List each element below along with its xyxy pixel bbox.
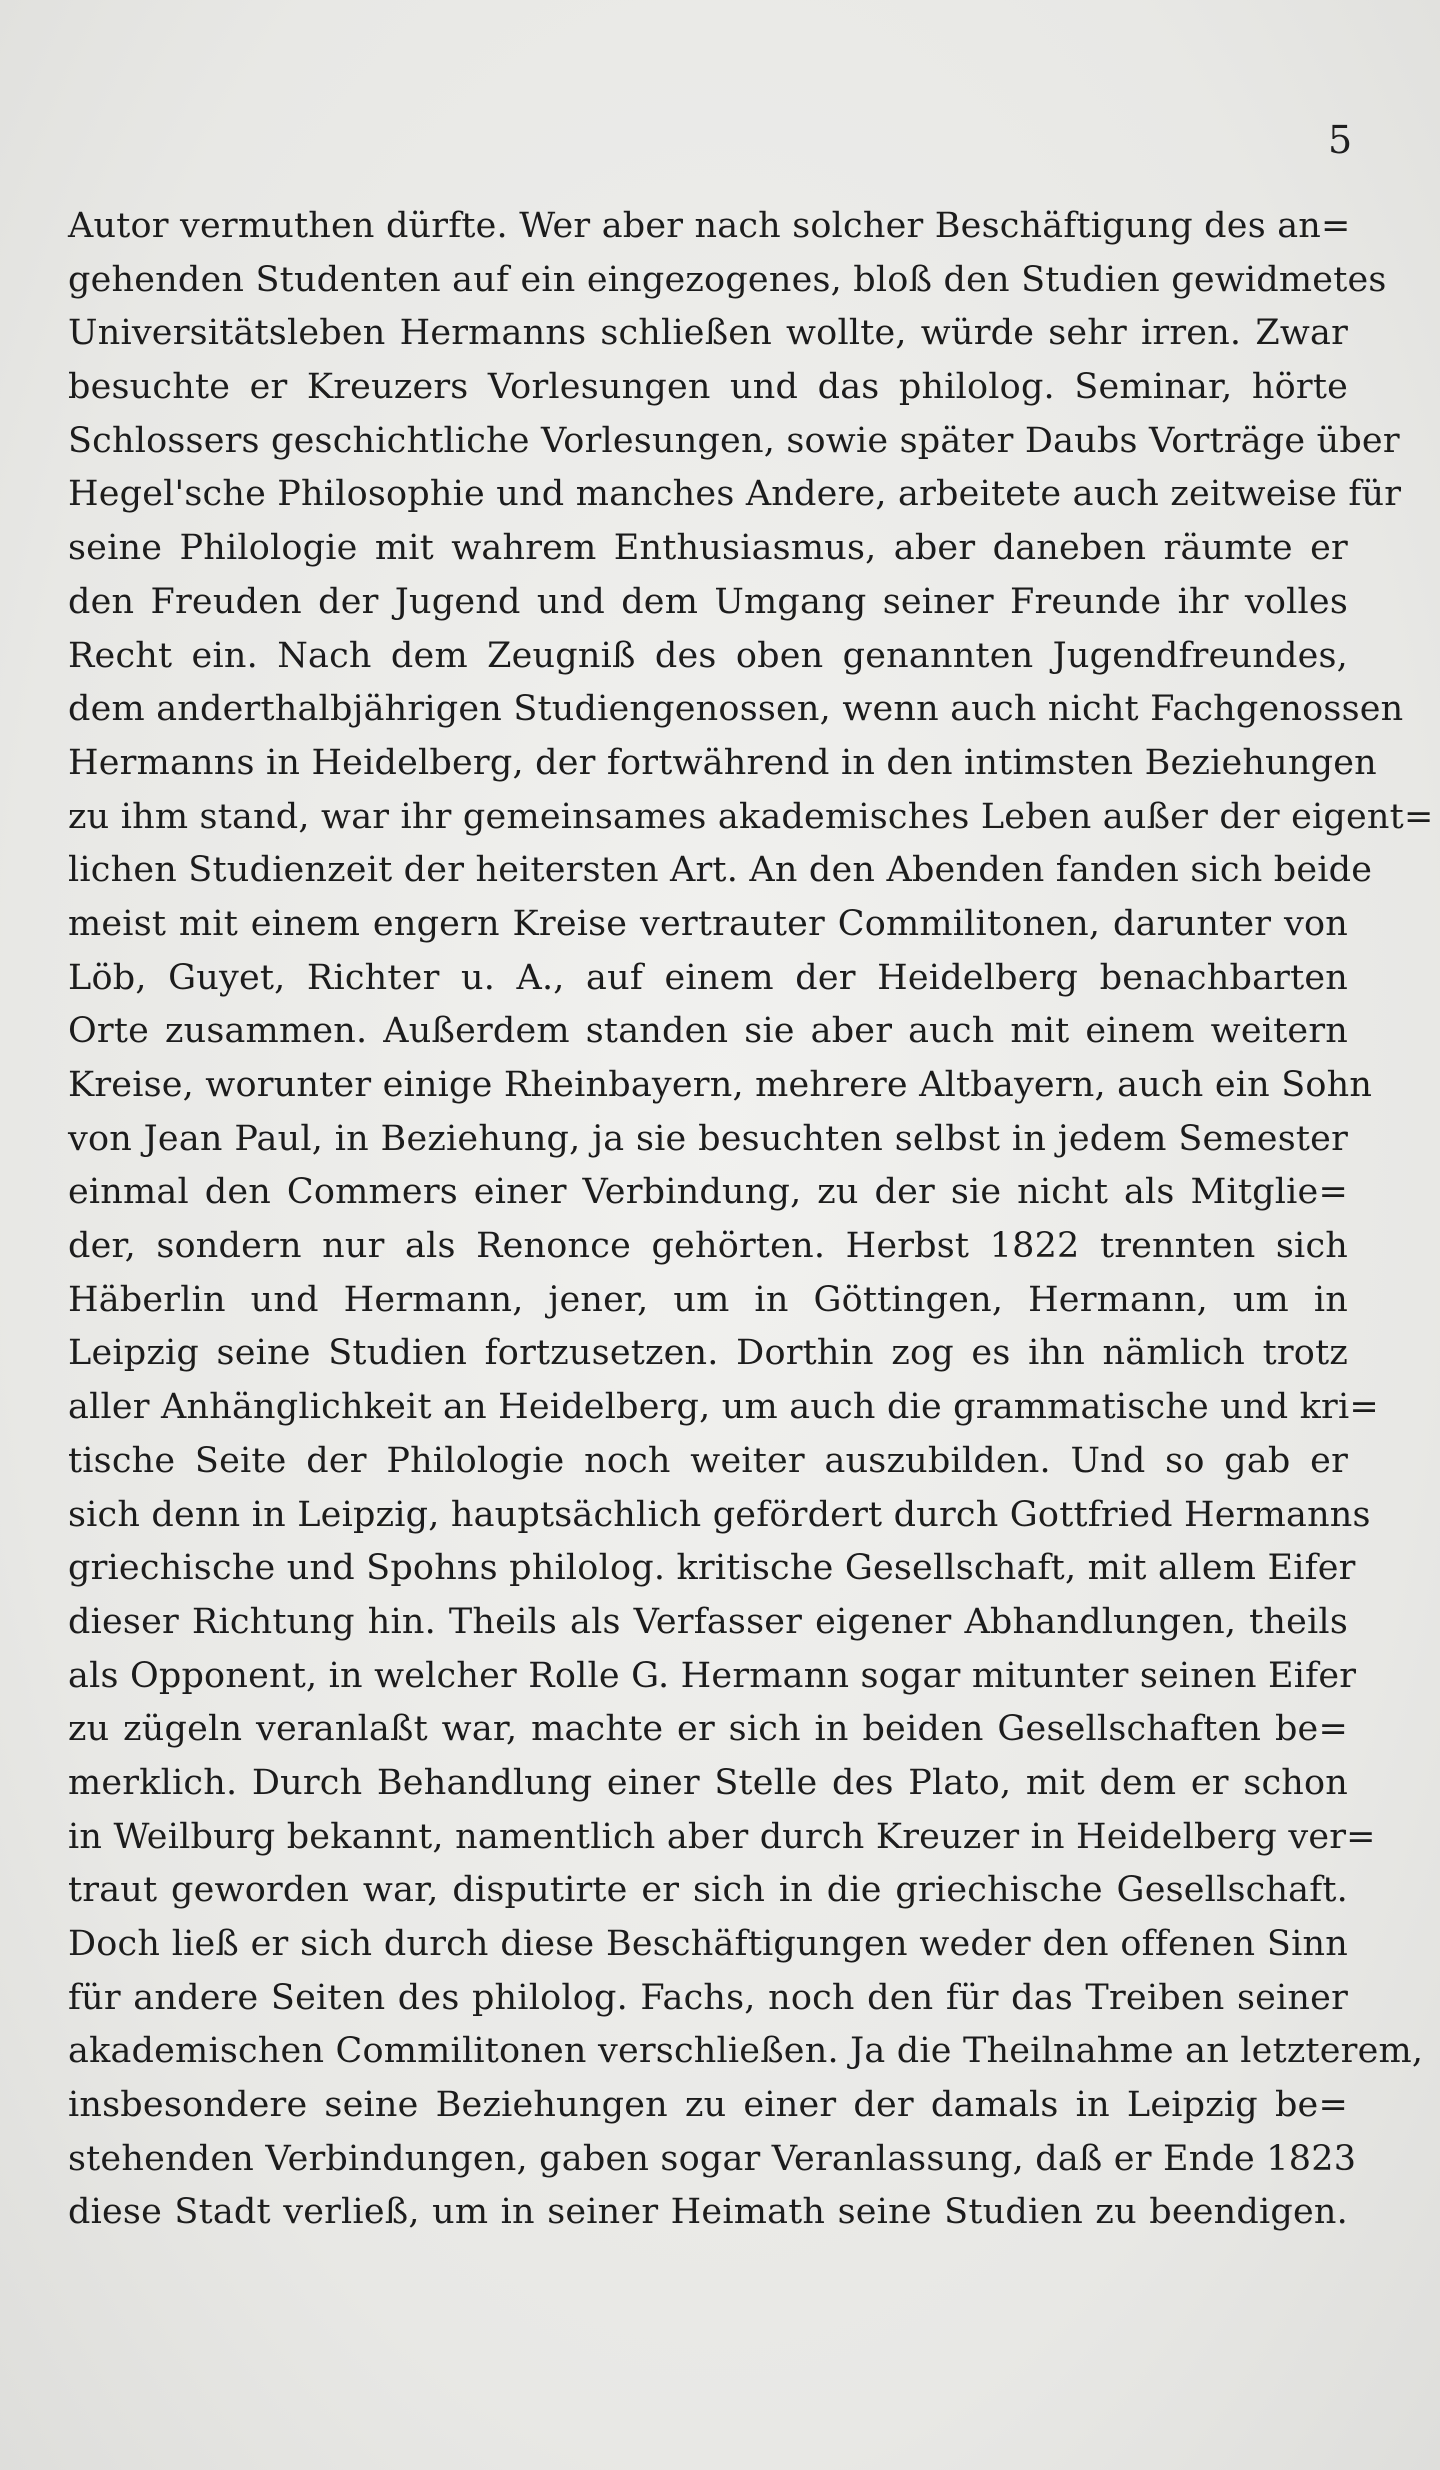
text-line: Leipzig seine Studien fortzusetzen. Dorthin zog es ihn nämlich trotz	[68, 1333, 1348, 1374]
text-line: Doch ließ er sich durch diese Beschäftigungen weder den offenen Sinn	[68, 1924, 1348, 1964]
text-line: griechische und Spohns philolog. kritische Gesellschaft, mit allem Eifer	[68, 1548, 1356, 1589]
text-line: seine Philologie mit wahrem Enthusiasmus, aber daneben räumte er	[68, 528, 1348, 569]
text-line: einmal den Commers einer Verbindung, zu der sie nicht als Mitglie=	[68, 1172, 1348, 1213]
text-line: aller Anhänglichkeit an Heidelberg, um auch die grammatische und kri=	[68, 1387, 1379, 1428]
text-line: stehenden Verbindungen, gaben sogar Veranlassung, daß er Ende 1823	[68, 2138, 1357, 2179]
text-line: Kreise, worunter einige Rheinbayern, mehrere Altbayern, auch ein Sohn	[68, 1065, 1373, 1105]
text-line: gehenden Studenten auf ein eingezogenes, bloß den Studien gewidmetes	[68, 259, 1387, 300]
text-line: Häberlin und Hermann, jener, um in Göttingen, Hermann, um in	[68, 1279, 1348, 1320]
text-line: Schlossers geschichtliche Vorlesungen, sowie später Daubs Vorträge über	[68, 420, 1400, 461]
text-line: diese Stadt verließ, um in seiner Heimath seine Studien zu beendigen.	[68, 2192, 1348, 2233]
text-line: besuchte er Kreuzers Vorlesungen und das philolog. Seminar, hörte	[68, 367, 1348, 408]
text-line: Löb, Guyet, Richter u. A., auf einem der Heidelberg benachbarten	[68, 957, 1348, 998]
text-line: Autor vermuthen dürfte. Wer aber nach solcher Beschäftigung des an=	[68, 206, 1351, 246]
text-line: meist mit einem engern Kreise vertrauter Commilitonen, darunter von	[68, 903, 1348, 944]
text-line: merklich. Durch Behandlung einer Stelle des Plato, mit dem er schon	[68, 1762, 1348, 1803]
text-line: für andere Seiten des philolog. Fachs, noch den für das Treiben seiner	[68, 1977, 1348, 2018]
text-line: dieser Richtung hin. Theils als Verfasser eigener Abhandlungen, theils	[68, 1601, 1348, 1642]
text-line: Hermanns in Heidelberg, der fortwährend in den intimsten Beziehungen	[68, 742, 1377, 783]
text-line: akademischen Commilitonen verschließen. Ja die Theilnahme an letzterem,	[68, 2031, 1424, 2072]
text-line: zu zügeln veranlaßt war, machte er sich in beiden Gesellschaften be=	[68, 1709, 1348, 1750]
text-line: dem anderthalbjährigen Studiengenossen, wenn auch nicht Fachgenossen	[68, 689, 1404, 730]
text-line: den Freuden der Jugend und dem Umgang seiner Freunde ihr volles	[68, 581, 1348, 622]
text-line: tische Seite der Philologie noch weiter auszubilden. Und so gab er	[68, 1440, 1348, 1481]
text-line: Universitätsleben Hermanns schließen wollte, würde sehr irren. Zwar	[68, 313, 1348, 354]
text-line: der, sondern nur als Renonce gehörten. Herbst 1822 trennten sich	[68, 1226, 1348, 1267]
text-line: insbesondere seine Beziehungen zu einer der damals in Leipzig be=	[68, 2085, 1348, 2126]
page-number: 5	[1328, 118, 1353, 162]
text-line: von Jean Paul, in Beziehung, ja sie besuchten selbst in jedem Semester	[68, 1118, 1348, 1159]
text-line: als Opponent, in welcher Rolle G. Hermann sogar mitunter seinen Eifer	[68, 1655, 1357, 1696]
text-line: Hegel'sche Philosophie und manches Andere, arbeitete auch zeitweise für	[68, 474, 1402, 515]
text-line: sich denn in Leipzig, hauptsächlich gefördert durch Gottfried Hermanns	[68, 1494, 1371, 1535]
body-text	[68, 200, 1434, 2240]
text-line: lichen Studienzeit der heitersten Art. An den Abenden fanden sich beide	[68, 850, 1373, 891]
text-line: Orte zusammen. Außerdem standen sie aber auch mit einem weitern	[68, 1011, 1348, 1052]
text-line: traut geworden war, disputirte er sich in die griechische Gesellschaft.	[68, 1870, 1348, 1911]
text-line: in Weilburg bekannt, namentlich aber durch Kreuzer in Heidelberg ver=	[68, 1816, 1376, 1857]
text-line: Recht ein. Nach dem Zeugniß des oben genannten Jugendfreundes,	[68, 635, 1348, 676]
text-line: zu ihm stand, war ihr gemeinsames akademisches Leben außer der eigent=	[68, 796, 1434, 837]
